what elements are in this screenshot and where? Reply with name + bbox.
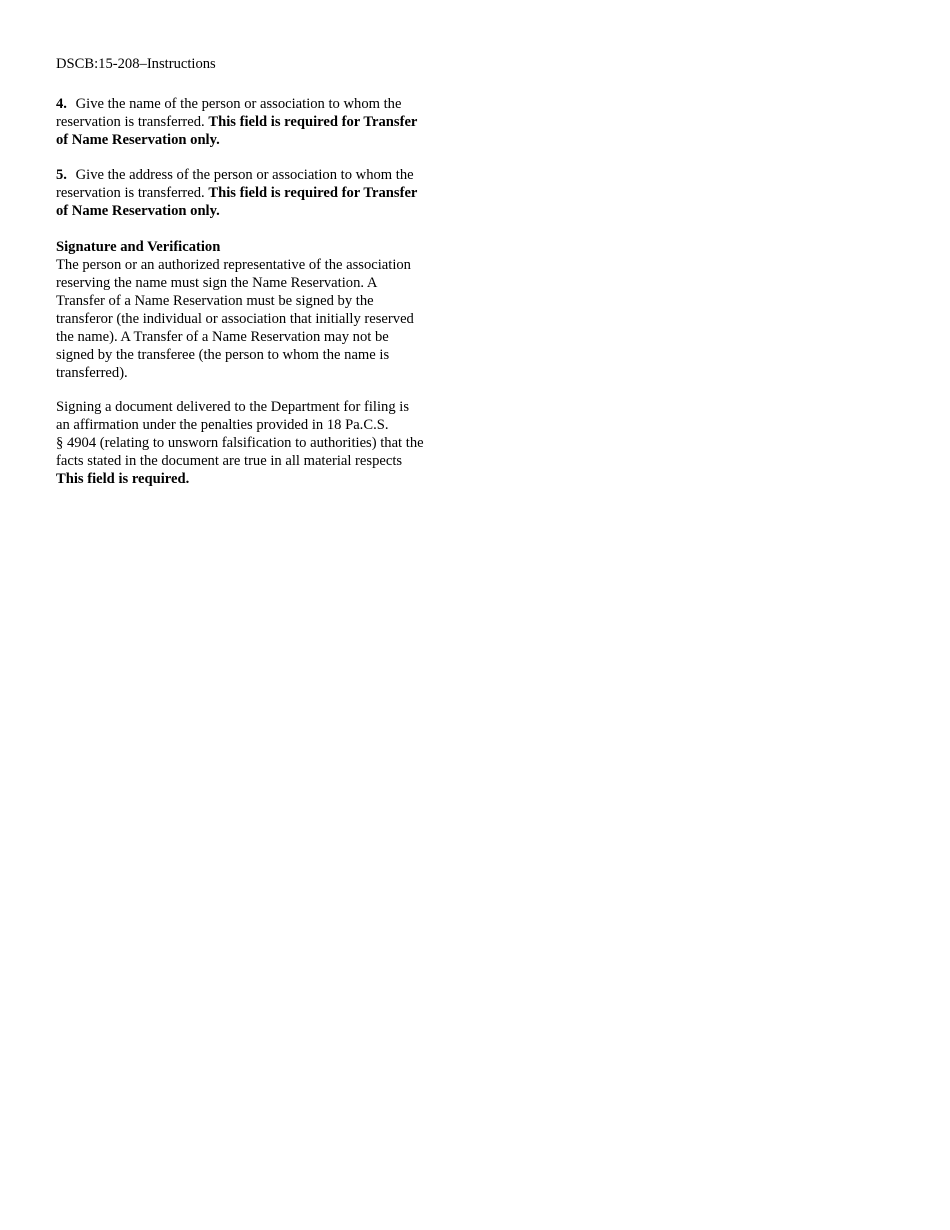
signature-paragraph-line: transferor (the individual or association that initially reserved [56, 311, 414, 327]
item-4-required-note: This field is required for Transfer [208, 114, 418, 130]
item-5-line-2 [56, 184, 456, 202]
signature-paragraph-line: Transfer of a Name Reservation must be signed by the [56, 293, 374, 309]
form-identifier: DSCB:15-208–Instructions [56, 56, 216, 72]
signature-paragraph-line: transferred). [56, 365, 128, 381]
item-4-line-1 [56, 95, 456, 113]
instruction-item-5 [56, 166, 456, 220]
item-5-number: 5. [56, 167, 67, 183]
item-4-text-1: Give the name of the person or association to whom the [75, 96, 402, 112]
section-heading: Signature and Verification [56, 239, 221, 255]
instruction-item-4 [56, 95, 456, 149]
item-5-text-2: reservation is transferred. [56, 185, 209, 201]
item-5-line-1 [56, 166, 456, 184]
signature-paragraph-line: signed by the transferee (the person to whom the name is [56, 347, 390, 363]
item-5-line-3: of Name Reservation only. [56, 203, 220, 219]
item-4-line-3: of Name Reservation only. [56, 132, 220, 148]
affirmation-line: facts stated in the document are true in all material respects [56, 453, 403, 469]
affirmation-paragraph [56, 398, 456, 488]
signature-paragraph-line: reserving the name must sign the Name Reservation. A [56, 275, 378, 291]
signature-paragraph-line: The person or an authorized representative of the association [56, 257, 411, 273]
signature-verification-section [56, 238, 456, 382]
signature-paragraph-line: the name). A Transfer of a Name Reservation may not be [56, 329, 389, 345]
item-5-required-note: This field is required for Transfer [208, 185, 418, 201]
item-5-text-1: Give the address of the person or association to whom the [75, 167, 414, 183]
item-4-line-2 [56, 113, 456, 131]
affirmation-line: an affirmation under the penalties provided in 18 Pa.C.S. [56, 417, 389, 433]
affirmation-line: Signing a document delivered to the Department for filing is [56, 399, 410, 415]
item-4-number: 4. [56, 96, 67, 112]
affirmation-required-note: This field is required. [56, 471, 190, 487]
affirmation-line: § 4904 (relating to unsworn falsification to authorities) that the [56, 435, 424, 451]
item-4-text-2: reservation is transferred. [56, 114, 209, 130]
